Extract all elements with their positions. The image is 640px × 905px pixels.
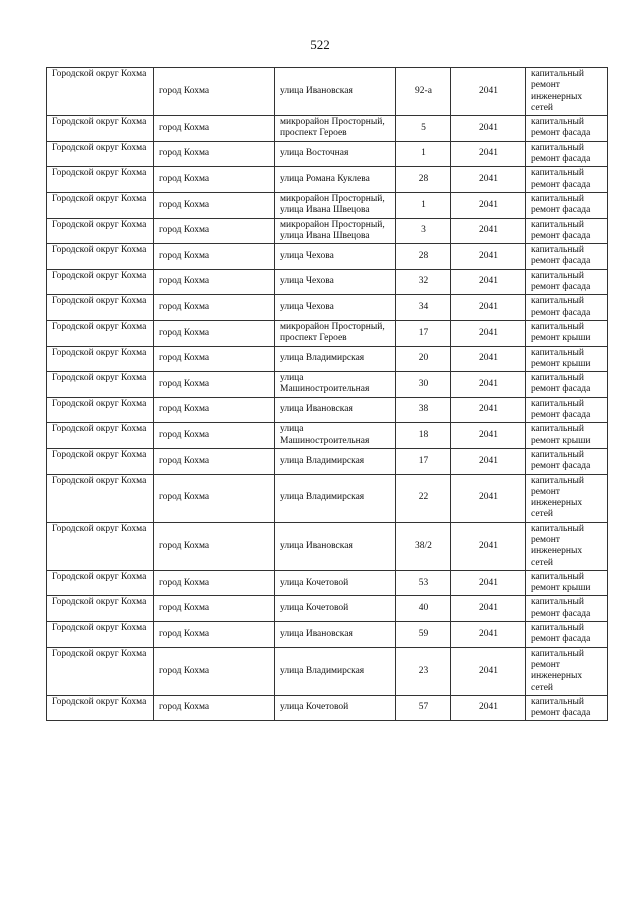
table-row — [47, 244, 608, 270]
street-cell: улица Ивановская — [275, 522, 396, 570]
municipality-cell: Городской округ Кохма — [47, 695, 154, 721]
table-row — [47, 116, 608, 142]
house-number-cell: 23 — [396, 647, 451, 695]
year-cell: 2041 — [451, 622, 526, 648]
house-number-cell: 57 — [396, 695, 451, 721]
street-cell: улица Машиностроительная — [275, 423, 396, 449]
table-row — [47, 596, 608, 622]
table-row — [47, 346, 608, 372]
table-row — [47, 141, 608, 167]
street-cell: улица Романа Куклева — [275, 167, 396, 193]
table-row — [47, 68, 608, 116]
settlement-cell: город Кохма — [154, 372, 275, 398]
house-number-cell: 92-а — [396, 68, 451, 116]
municipality-cell: Городской округ Кохма — [47, 295, 154, 321]
settlement-cell: город Кохма — [154, 244, 275, 270]
municipality-cell: Городской округ Кохма — [47, 522, 154, 570]
year-cell: 2041 — [451, 372, 526, 398]
municipality-cell: Городской округ Кохма — [47, 167, 154, 193]
settlement-cell: город Кохма — [154, 68, 275, 116]
table-row — [47, 622, 608, 648]
year-cell: 2041 — [451, 141, 526, 167]
work-type-cell: капитальный ремонт фасада — [526, 218, 608, 244]
street-cell: улица Кочетовой — [275, 695, 396, 721]
work-type-cell: капитальный ремонт фасада — [526, 448, 608, 474]
house-number-cell: 40 — [396, 596, 451, 622]
year-cell: 2041 — [451, 167, 526, 193]
settlement-cell: город Кохма — [154, 647, 275, 695]
house-number-cell: 53 — [396, 570, 451, 596]
work-type-cell: капитальный ремонт инженерных сетей — [526, 474, 608, 522]
work-type-cell: капитальный ремонт фасада — [526, 141, 608, 167]
settlement-cell: город Кохма — [154, 423, 275, 449]
work-type-cell: капитальный ремонт фасада — [526, 116, 608, 142]
municipality-cell: Городской округ Кохма — [47, 269, 154, 295]
settlement-cell: город Кохма — [154, 192, 275, 218]
settlement-cell: город Кохма — [154, 474, 275, 522]
municipality-cell: Городской округ Кохма — [47, 596, 154, 622]
street-cell: улица Владимирская — [275, 346, 396, 372]
street-cell: улица Кочетовой — [275, 596, 396, 622]
year-cell: 2041 — [451, 423, 526, 449]
house-number-cell: 5 — [396, 116, 451, 142]
street-cell: микрорайон Просторный, улица Ивана Швецова — [275, 192, 396, 218]
work-type-cell: капитальный ремонт фасада — [526, 372, 608, 398]
table-row — [47, 397, 608, 423]
settlement-cell: город Кохма — [154, 141, 275, 167]
work-type-cell: капитальный ремонт фасада — [526, 192, 608, 218]
repair-schedule-table — [46, 67, 608, 721]
year-cell: 2041 — [451, 295, 526, 321]
table-row — [47, 448, 608, 474]
table-row — [47, 320, 608, 346]
page-number: 522 — [310, 37, 330, 52]
house-number-cell: 17 — [396, 448, 451, 474]
municipality-cell: Городской округ Кохма — [47, 68, 154, 116]
settlement-cell: город Кохма — [154, 448, 275, 474]
house-number-cell: 22 — [396, 474, 451, 522]
settlement-cell: город Кохма — [154, 570, 275, 596]
year-cell: 2041 — [451, 522, 526, 570]
table-row — [47, 295, 608, 321]
house-number-cell: 1 — [396, 141, 451, 167]
street-cell: микрорайон Просторный, проспект Героев — [275, 320, 396, 346]
work-type-cell: капитальный ремонт крыши — [526, 423, 608, 449]
street-cell: микрорайон Просторный, проспект Героев — [275, 116, 396, 142]
municipality-cell: Городской округ Кохма — [47, 244, 154, 270]
work-type-cell: капитальный ремонт инженерных сетей — [526, 647, 608, 695]
work-type-cell: капитальный ремонт фасада — [526, 244, 608, 270]
municipality-cell: Городской округ Кохма — [47, 218, 154, 244]
street-cell: улица Ивановская — [275, 622, 396, 648]
house-number-cell: 38/2 — [396, 522, 451, 570]
year-cell: 2041 — [451, 570, 526, 596]
street-cell: улица Машиностроительная — [275, 372, 396, 398]
work-type-cell: капитальный ремонт фасада — [526, 596, 608, 622]
settlement-cell: город Кохма — [154, 695, 275, 721]
year-cell: 2041 — [451, 448, 526, 474]
year-cell: 2041 — [451, 320, 526, 346]
table-row — [47, 192, 608, 218]
settlement-cell: город Кохма — [154, 397, 275, 423]
work-type-cell: капитальный ремонт крыши — [526, 346, 608, 372]
street-cell: улица Владимирская — [275, 647, 396, 695]
work-type-cell: капитальный ремонт инженерных сетей — [526, 522, 608, 570]
work-type-cell: капитальный ремонт фасада — [526, 295, 608, 321]
settlement-cell: город Кохма — [154, 218, 275, 244]
municipality-cell: Городской округ Кохма — [47, 397, 154, 423]
municipality-cell: Городской округ Кохма — [47, 192, 154, 218]
table-row — [47, 423, 608, 449]
municipality-cell: Городской округ Кохма — [47, 423, 154, 449]
street-cell: улица Ивановская — [275, 68, 396, 116]
year-cell: 2041 — [451, 269, 526, 295]
street-cell: улица Чехова — [275, 269, 396, 295]
work-type-cell: капитальный ремонт фасада — [526, 695, 608, 721]
street-cell: улица Чехова — [275, 244, 396, 270]
house-number-cell: 28 — [396, 167, 451, 193]
street-cell: улица Чехова — [275, 295, 396, 321]
table-row — [47, 695, 608, 721]
table-row — [47, 570, 608, 596]
year-cell: 2041 — [451, 68, 526, 116]
work-type-cell: капитальный ремонт крыши — [526, 320, 608, 346]
settlement-cell: город Кохма — [154, 269, 275, 295]
year-cell: 2041 — [451, 596, 526, 622]
year-cell: 2041 — [451, 244, 526, 270]
settlement-cell: город Кохма — [154, 622, 275, 648]
house-number-cell: 28 — [396, 244, 451, 270]
house-number-cell: 17 — [396, 320, 451, 346]
municipality-cell: Городской округ Кохма — [47, 647, 154, 695]
year-cell: 2041 — [451, 647, 526, 695]
municipality-cell: Городской округ Кохма — [47, 448, 154, 474]
house-number-cell: 20 — [396, 346, 451, 372]
municipality-cell: Городской округ Кохма — [47, 346, 154, 372]
table-row — [47, 522, 608, 570]
year-cell: 2041 — [451, 474, 526, 522]
table-row — [47, 647, 608, 695]
municipality-cell: Городской округ Кохма — [47, 622, 154, 648]
table-row — [47, 474, 608, 522]
municipality-cell: Городской округ Кохма — [47, 474, 154, 522]
table-row — [47, 372, 608, 398]
municipality-cell: Городской округ Кохма — [47, 141, 154, 167]
year-cell: 2041 — [451, 192, 526, 218]
settlement-cell: город Кохма — [154, 116, 275, 142]
work-type-cell: капитальный ремонт крыши — [526, 570, 608, 596]
street-cell: улица Ивановская — [275, 397, 396, 423]
year-cell: 2041 — [451, 346, 526, 372]
table-row — [47, 269, 608, 295]
municipality-cell: Городской округ Кохма — [47, 570, 154, 596]
municipality-cell: Городской округ Кохма — [47, 116, 154, 142]
house-number-cell: 1 — [396, 192, 451, 218]
house-number-cell: 38 — [396, 397, 451, 423]
year-cell: 2041 — [451, 116, 526, 142]
work-type-cell: капитальный ремонт инженерных сетей — [526, 68, 608, 116]
work-type-cell: капитальный ремонт фасада — [526, 167, 608, 193]
house-number-cell: 32 — [396, 269, 451, 295]
table-row — [47, 218, 608, 244]
settlement-cell: город Кохма — [154, 346, 275, 372]
house-number-cell: 30 — [396, 372, 451, 398]
table-body — [47, 68, 608, 721]
year-cell: 2041 — [451, 218, 526, 244]
house-number-cell: 3 — [396, 218, 451, 244]
year-cell: 2041 — [451, 397, 526, 423]
house-number-cell: 34 — [396, 295, 451, 321]
settlement-cell: город Кохма — [154, 295, 275, 321]
street-cell: улица Кочетовой — [275, 570, 396, 596]
street-cell: улица Восточная — [275, 141, 396, 167]
table-row — [47, 167, 608, 193]
work-type-cell: капитальный ремонт фасада — [526, 269, 608, 295]
settlement-cell: город Кохма — [154, 320, 275, 346]
street-cell: микрорайон Просторный, улица Ивана Швецова — [275, 218, 396, 244]
work-type-cell: капитальный ремонт фасада — [526, 397, 608, 423]
house-number-cell: 59 — [396, 622, 451, 648]
street-cell: улица Владимирская — [275, 448, 396, 474]
settlement-cell: город Кохма — [154, 596, 275, 622]
house-number-cell: 18 — [396, 423, 451, 449]
municipality-cell: Городской округ Кохма — [47, 320, 154, 346]
settlement-cell: город Кохма — [154, 522, 275, 570]
year-cell: 2041 — [451, 695, 526, 721]
street-cell: улица Владимирская — [275, 474, 396, 522]
work-type-cell: капитальный ремонт фасада — [526, 622, 608, 648]
municipality-cell: Городской округ Кохма — [47, 372, 154, 398]
settlement-cell: город Кохма — [154, 167, 275, 193]
